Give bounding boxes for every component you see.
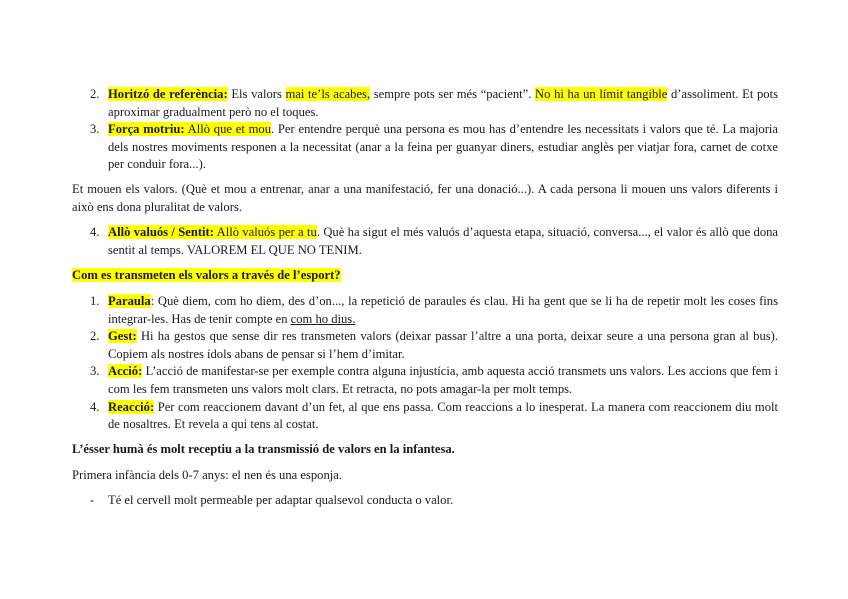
item-text: . Què ha sigut el més valuós d’aquesta etapa, situació, conversa..., el valor és allò que dona sentit al temps. VALOREM EL QUE NO TENIM.	[108, 225, 778, 257]
highlight: Allò que et mou	[184, 122, 271, 137]
item-title: Allò valuós / Sentit:	[108, 225, 214, 239]
list-item-reaction	[72, 399, 778, 434]
list-number: 3.	[90, 364, 100, 379]
list-item-gesture	[72, 328, 778, 363]
underlined-text: com ho dius.	[290, 311, 356, 326]
highlight: Allò valuós per a tu	[213, 225, 317, 239]
item-text: L’acció de manifestar-se per exemple contra alguna injustícia, amb aquesta acció transmets uns valors. Les accions que fem i com les fem transmeten uns valors molt clars. Et retracta, no pots amagar-la per molt temps.	[108, 364, 778, 396]
item-text: Els valors	[227, 87, 286, 101]
paragraph-values-move: Et mouen els valors. (Què et mou a entrenar, anar a una manifestació, fer una donació...). A cada persona li mouen uns valors diferents i això ens dona pluralitat de valors.	[72, 182, 778, 214]
list-values-characteristics	[72, 86, 778, 174]
item-title: Gest:	[108, 329, 137, 344]
item-text: . Per entendre perquè una persona es mou has d’entendre les necessitats i valors que té. La majoria dels nostres moviments responen a la necessitat (anar a la feina per guanyar diners, estudiar anglès per viatjar fora, carnet de cotxe per conduir fora...).	[108, 122, 778, 172]
bullet-item	[72, 492, 778, 510]
section-heading	[72, 267, 778, 285]
list-item-word	[72, 293, 778, 328]
item-text: : Què diem, com ho diem, des d’on..., la repetició de paraules és clau. Hi ha gent que se li ha de repetir molt les coses fins integrar-les. Has de tenir compte en	[108, 294, 778, 326]
item-title: Força motriu:	[108, 122, 185, 137]
item-title: Paraula	[108, 294, 151, 308]
list-number: 2.	[90, 87, 100, 101]
item-text: Per com reaccionem davant d’un fet, al que ens passa. Com reaccions a lo inesperat. La manera com reaccionem diu molt de nosaltres. Et revela a qui tens al costat.	[108, 399, 778, 432]
bullet-list	[72, 492, 778, 510]
heading-text: Com es transmeten els valors a través de l’esport?	[72, 268, 341, 282]
list-number: 4.	[90, 225, 100, 239]
highlight: No hi ha un límit tangible	[535, 87, 668, 101]
item-text: sempre pots ser més “pacient”.	[370, 87, 536, 101]
paragraph-early-childhood: Primera infància dels 0-7 anys: el nen és una esponja.	[72, 468, 342, 482]
list-transmission-ways	[72, 293, 778, 434]
item-title: Horitzó de referència:	[108, 87, 228, 101]
list-valuable	[72, 224, 778, 259]
item-text: Hi ha gestos que sense dir res transmeten valors (deixar passar l’altre a una porta, deixar seure a una persona gran al bus). Copiem als nostres ídols abans de pensar si l’hem d’imitar.	[108, 329, 778, 361]
bullet-text: Té el cervell molt permeable per adaptar qualsevol conducta o valor.	[108, 493, 454, 507]
highlight: mai te’ls acabes,	[285, 87, 371, 101]
item-title: Acció:	[108, 364, 143, 379]
item-text: d’assoliment. Et pots aproximar gradualment però no el toques.	[108, 87, 778, 119]
bold-statement: L’ésser humà és molt receptiu a la transmissió de valors en la infantesa.	[72, 442, 455, 456]
list-number: 3.	[90, 122, 100, 137]
list-number: 4.	[90, 399, 100, 414]
list-item-valuable	[72, 224, 778, 259]
list-number: 1.	[90, 294, 100, 308]
list-item-action	[72, 363, 778, 398]
list-item-horizon	[72, 86, 778, 121]
list-item-driving-force	[72, 121, 778, 174]
bullet-mark: -	[90, 493, 95, 507]
item-title: Reacció:	[108, 399, 155, 414]
list-number: 2.	[90, 329, 100, 344]
